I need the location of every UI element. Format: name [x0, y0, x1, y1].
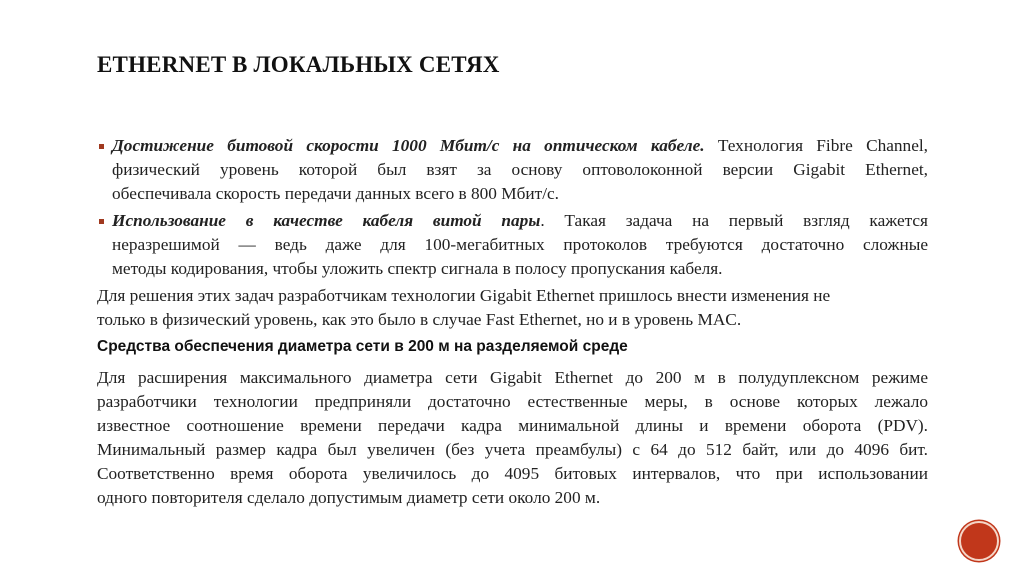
bullet-1-line-3: обеспечивала скорость передачи данных всего в 800 Мбит/с. — [112, 184, 559, 203]
paragraph-2-line-3: известное соотношение времени передачи кадра минимальной длины и времени оборота (PDV). — [97, 416, 928, 435]
paragraph-2-line-5: Соответственно время оборота увеличилось до 4095 битовых интервалов, что при использовании — [97, 464, 928, 483]
paragraph-2-line-1: Для расширения максимального диаметра сети Gigabit Ethernet до 200 м в полудуплексном режиме — [97, 368, 928, 387]
bullet-2-lead: Использование в качестве кабеля витой пары — [112, 211, 541, 230]
bullet-1-lead: Достижение битовой скорости 1000 Мбит/с на оптическом кабеле. — [112, 136, 705, 155]
bullet-1-line-2: физический уровень которой был взят за основу оптоволоконной версии Gigabit Ethernet, — [112, 160, 928, 179]
slide-title: ETHERNET В ЛОКАЛЬНЫХ СЕТЯХ — [97, 52, 500, 77]
bullet-1-line-1 — [112, 134, 928, 158]
section-subheading: Средства обеспечения диаметра сети в 200 м на разделяемой среде — [97, 338, 628, 355]
bullet-2-line-2: неразрешимой — ведь даже для 100-мегабитных протоколов требуются достаточно сложные — [112, 235, 928, 254]
paragraph-2-line-2: разработчики технологии предприняли достаточно естественные меры, в основе которых лежало — [97, 392, 928, 411]
bullet-marker — [99, 219, 104, 224]
bullet-1-lead-rest: Технология Fibre Channel, — [704, 136, 928, 155]
bullet-2-line-3: методы кодирования, чтобы уложить спектр сигнала в полосу пропускания кабеля. — [112, 259, 723, 278]
paragraph-2-line-6: одного повторителя сделало допустимым диаметр сети около 200 м. — [97, 488, 601, 507]
bullet-marker — [99, 144, 104, 149]
paragraph-1-line-1: Для решения этих задач разработчикам технологии Gigabit Ethernet пришлось внести изменения не — [97, 286, 831, 305]
bullet-2-line-1 — [112, 209, 928, 233]
bullet-2-lead-rest: . Такая задача на первый взгляд кажется — [540, 211, 928, 230]
paragraph-1-line-2: только в физический уровень, как это было в случае Fast Ethernet, но и в уровень MAC. — [97, 310, 742, 329]
paragraph-2-line-4: Минимальный размер кадра был увеличен (без учета преамбулы) с 64 до 512 байт, или до 4096 бит. — [97, 440, 928, 459]
decorative-circle-icon — [959, 521, 999, 561]
